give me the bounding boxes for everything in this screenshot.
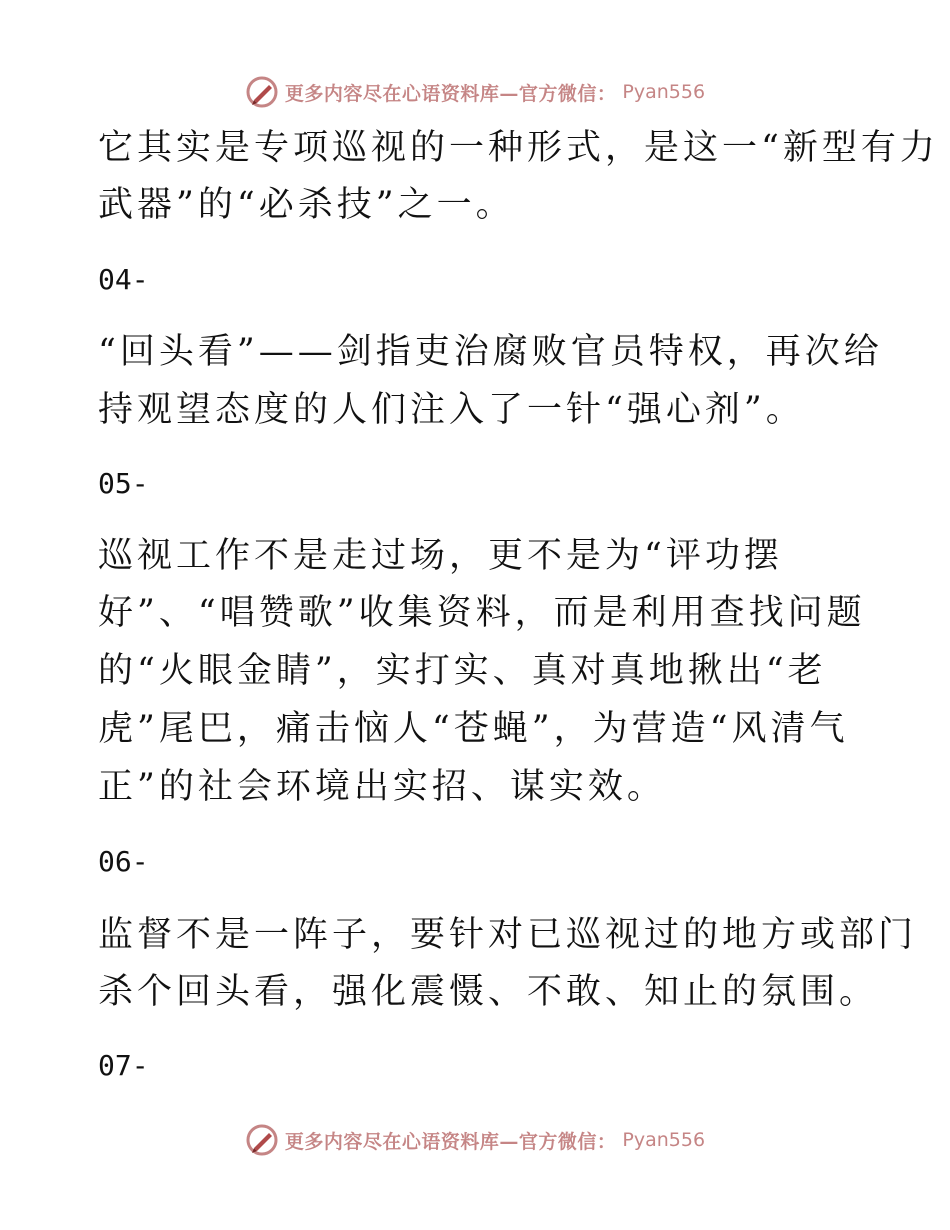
section-number-07: 07- [98,1049,149,1082]
section-number-05: 05- [98,467,149,500]
pen-logo-icon [245,75,279,109]
paragraph-3-line-4: 虎”尾巴，痛击恼人“苍蝇”，为营造“风清气 [98,709,849,749]
header-slogan: 更多内容尽在心语资料库—官方微信： [284,82,617,105]
paragraph-3-line-2: 好”、“唱赞歌”收集资料，而是利用查找问题 [98,593,866,633]
paragraph-3-line-3: 的“火眼金睛”，实打实、真对真地揪出“老 [98,651,827,691]
header-wechat-id: Pyan556 [622,81,706,103]
paragraph-3-line-5: 正”的社会环境出实招、谋实效。 [98,767,666,807]
paragraph-2-line-1: “回头看”——剑指吏治腐败官员特权，再次给 [98,332,883,372]
paragraph-2-line-2: 持观望态度的人们注入了一针“强心剂”。 [98,390,805,430]
paragraph-1-line-2: 武器”的“必杀技”之一。 [98,185,515,225]
footer-wechat-id: Pyan556 [622,1129,706,1151]
section-number-04: 04- [98,263,149,296]
paragraph-1-line-1: 它其实是专项巡视的一种形式，是这一“新型有力 [98,128,939,168]
paragraph-4-line-1: 监督不是一阵子，要针对已巡视过的地方或部门 [98,915,918,955]
section-number-06: 06- [98,845,149,878]
footer-banner [0,1120,950,1160]
pen-logo-icon [245,1123,279,1157]
footer-slogan: 更多内容尽在心语资料库—官方微信： [284,1130,617,1153]
header-banner [0,72,950,112]
paragraph-4-line-2: 杀个回头看，强化震慑、不敢、知止的氛围。 [98,972,879,1012]
paragraph-3-line-1: 巡视工作不是走过场，更不是为“评功摆 [98,536,783,576]
